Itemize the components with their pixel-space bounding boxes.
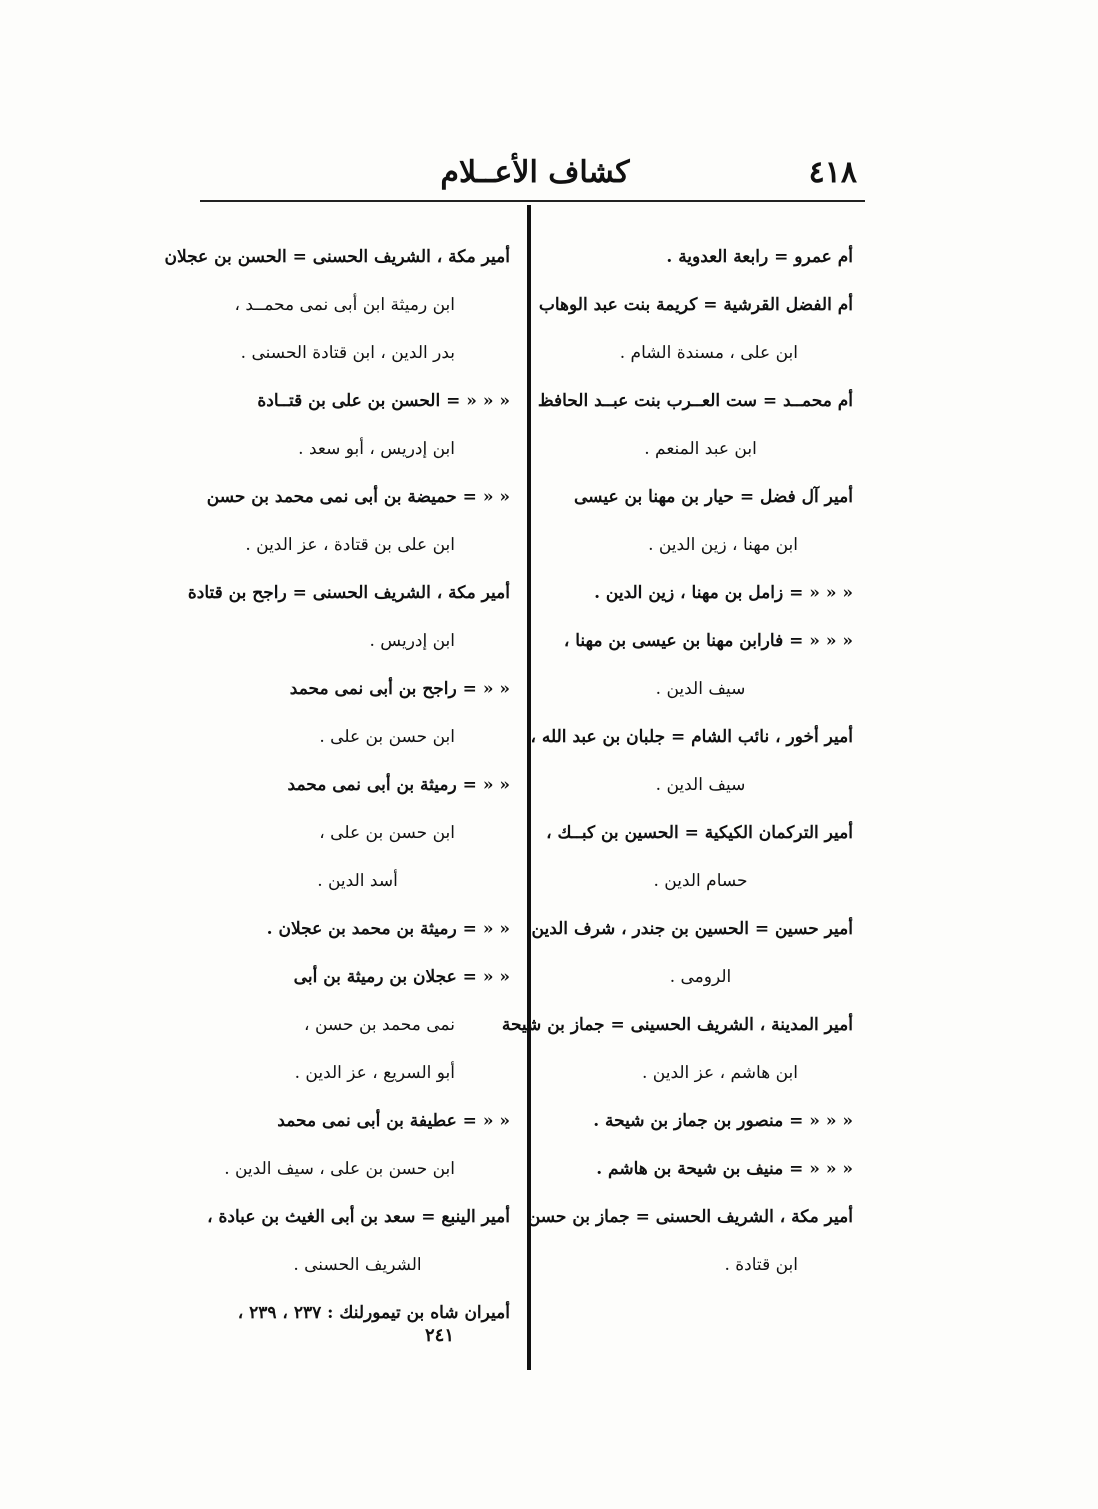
right-column: [501, 240, 853, 1296]
index-entry-line: ابن على بن قتادة ، عز الدين .: [245, 535, 455, 555]
index-entry-line: ابن إدريس .: [369, 631, 455, 651]
index-entry-line: بدر الدين ، ابن قتادة الحسنى .: [240, 343, 455, 363]
index-entry-line: سيف الدين .: [655, 775, 746, 795]
index-entry-line: أم محمــد = ست العــرب بنت عبــد الحافظ: [537, 391, 853, 411]
index-entry-line: الشريف الحسنى .: [293, 1255, 422, 1275]
index-entry-line: ابن حسن بن على ، سيف الدين .: [224, 1159, 455, 1179]
index-entry-line: ابن رميثة ابن أبى نمى محمــد ،: [234, 295, 455, 315]
index-entry-line: أمير حسين = الحسين بن جندر ، شرف الدين: [531, 919, 853, 939]
index-entry-line: الرومى .: [669, 967, 732, 987]
column-divider: [527, 205, 531, 1370]
index-entry-line: « « = عجلان بن رميثة بن أبى: [293, 967, 510, 987]
index-entry-line: أمير المدينة ، الشريف الحسينى = جماز بن شيحة: [501, 1015, 853, 1035]
index-entry-line: نمى محمد بن حسن ،: [304, 1015, 455, 1035]
index-entry-line: « « « = منيف بن شيحة بن هاشم .: [596, 1159, 853, 1179]
index-entry-line: « « = رميثة بن أبى نمى محمد: [287, 775, 510, 795]
index-entry-line: ابن مهنا ، زين الدين .: [648, 535, 798, 555]
index-entry-line: أم عمرو = رابعة العدوية .: [666, 247, 853, 267]
index-entry-line: أبو السريع ، عز الدين .: [294, 1063, 455, 1083]
index-entry-line: أمير مكة ، الشريف الحسنى = الحسن بن عجلان: [164, 247, 510, 267]
index-entry-line: أسد الدين .: [317, 871, 398, 891]
index-entry-line: « « « = الحسن بن على بن قتــادة: [257, 391, 510, 411]
index-entry-line: ابن عبد المنعم .: [644, 439, 757, 459]
index-entry-line: أمير الينبع = سعد بن أبى الغيث بن عبادة ،: [207, 1207, 510, 1227]
page-header: [200, 150, 865, 200]
index-entry-line: سيف الدين .: [655, 679, 746, 699]
index-entry-line: « « « = منصور بن جماز بن شيحة .: [593, 1111, 853, 1131]
index-entry-line: أمير أخور ، نائب الشام = جلبان بن عبد الله ،: [530, 727, 853, 747]
index-entry-line: ابن قتادة .: [724, 1255, 798, 1275]
left-column: [164, 240, 510, 1344]
index-entry-line: أم الفضل القرشية = كريمة بنت عبد الوهاب: [538, 295, 853, 315]
index-entry-line: ابن إدريس ، أبو سعد .: [298, 439, 455, 459]
index-entry-line: أمير مكة ، الشريف الحسنى = جماز بن حسن: [527, 1207, 853, 1227]
index-entry-line: ابن حسن بن على .: [319, 727, 455, 747]
index-entry-line: « « = رميثة بن محمد بن عجلان .: [266, 919, 510, 939]
index-entry-line: حسام الدين .: [653, 871, 748, 891]
index-entry-line: أميران شاه بن تيمورلنك : ٢٣٧ ، ٢٣٩ ،: [237, 1303, 510, 1323]
printer-signature: ٢٤١: [425, 1325, 455, 1346]
page-number: ٤١٨: [808, 155, 857, 190]
index-entry-line: « « = عطيفة بن أبى نمى محمد: [277, 1111, 510, 1131]
header-rule: [200, 200, 865, 202]
page-title: كشاف الأعــلام: [440, 155, 630, 190]
index-entry-line: « « = راجح بن أبى نمى محمد: [289, 679, 510, 699]
index-entry-line: ابن هاشم ، عز الدين .: [641, 1063, 798, 1083]
index-entry-line: « « « = زامل بن مهنا ، زين الدين .: [594, 583, 853, 603]
index-entry-line: « « = حميضة بن أبى نمى محمد بن حسن: [206, 487, 510, 507]
index-entry-line: « « « = فارابن مهنا بن عيسى بن مهنا ،: [563, 631, 853, 651]
index-entry-line: أمير التركمان الكيكية = الحسين بن كبــك ،: [546, 823, 853, 843]
index-entry-line: ابن على ، مسندة الشام .: [619, 343, 798, 363]
index-entry-line: أمير مكة ، الشريف الحسنى = راجح بن قتادة: [187, 583, 510, 603]
index-entry-line: أمير آل فضل = حيار بن مهنا بن عيسى: [574, 487, 853, 507]
index-entry-line: ابن حسن بن على ،: [319, 823, 455, 843]
